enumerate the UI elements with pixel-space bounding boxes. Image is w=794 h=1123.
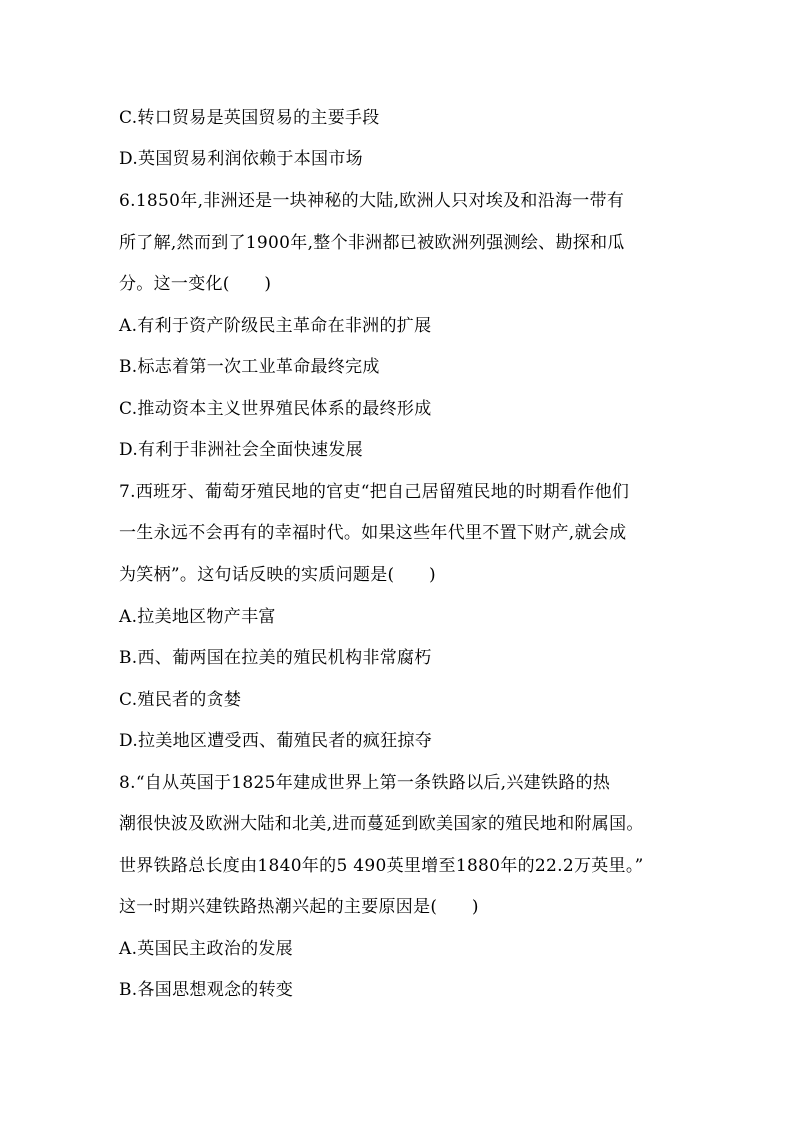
q6-option-b: B.标志着第一次工业革命最终完成	[119, 357, 380, 377]
q6-stem-line-3: 分。这一变化( )	[119, 274, 272, 294]
q6-option-d: D.有利于非洲社会全面快速发展	[119, 440, 363, 460]
q8-option-b: B.各国思想观念的转变	[119, 980, 294, 1000]
q6-option-a: A.有利于资产阶级民主革命在非洲的扩展	[119, 316, 432, 336]
q8-stem-line-2: 潮很快波及欧洲大陆和北美,进而蔓延到欧美国家的殖民地和附属国。	[119, 814, 644, 834]
q7-stem-line-3: 为笑柄”。这句话反映的实质问题是( )	[119, 565, 436, 585]
q6-option-c: C.推动资本主义世界殖民体系的最终形成	[119, 399, 432, 419]
q7-option-d: D.拉美地区遭受西、葡殖民者的疯狂掠夺	[119, 731, 433, 751]
q5-option-d: D.英国贸易利润依赖于本国市场	[119, 149, 363, 169]
q7-stem-line-2: 一生永远不会再有的幸福时代。如果这些年代里不置下财产,就会成	[119, 523, 627, 543]
q7-option-a: A.拉美地区物产丰富	[119, 607, 276, 627]
q8-stem-line-3: 世界铁路总长度由1840年的5 490英里增至1880年的22.2万英里。”	[119, 856, 644, 876]
q8-stem-line-4: 这一时期兴建铁路热潮兴起的主要原因是( )	[119, 897, 479, 917]
q6-stem-line-2: 所了解,然而到了1900年,整个非洲都已被欧洲列强测绘、勘探和瓜	[119, 233, 625, 253]
q8-option-a: A.英国民主政治的发展	[119, 939, 293, 959]
q7-option-b: B.西、葡两国在拉美的殖民机构非常腐朽	[119, 648, 432, 668]
q7-stem-line-1: 7.西班牙、葡萄牙殖民地的官吏“把自己居留殖民地的时期看作他们	[119, 482, 630, 502]
q6-stem-line-1: 6.1850年,非洲还是一块神秘的大陆,欧洲人只对埃及和沿海一带有	[119, 191, 625, 211]
q7-option-c: C.殖民者的贪婪	[119, 690, 242, 710]
q5-option-c: C.转口贸易是英国贸易的主要手段	[119, 108, 380, 128]
q8-stem-line-1: 8.“自从英国于1825年建成世界上第一条铁路以后,兴建铁路的热	[119, 773, 611, 793]
